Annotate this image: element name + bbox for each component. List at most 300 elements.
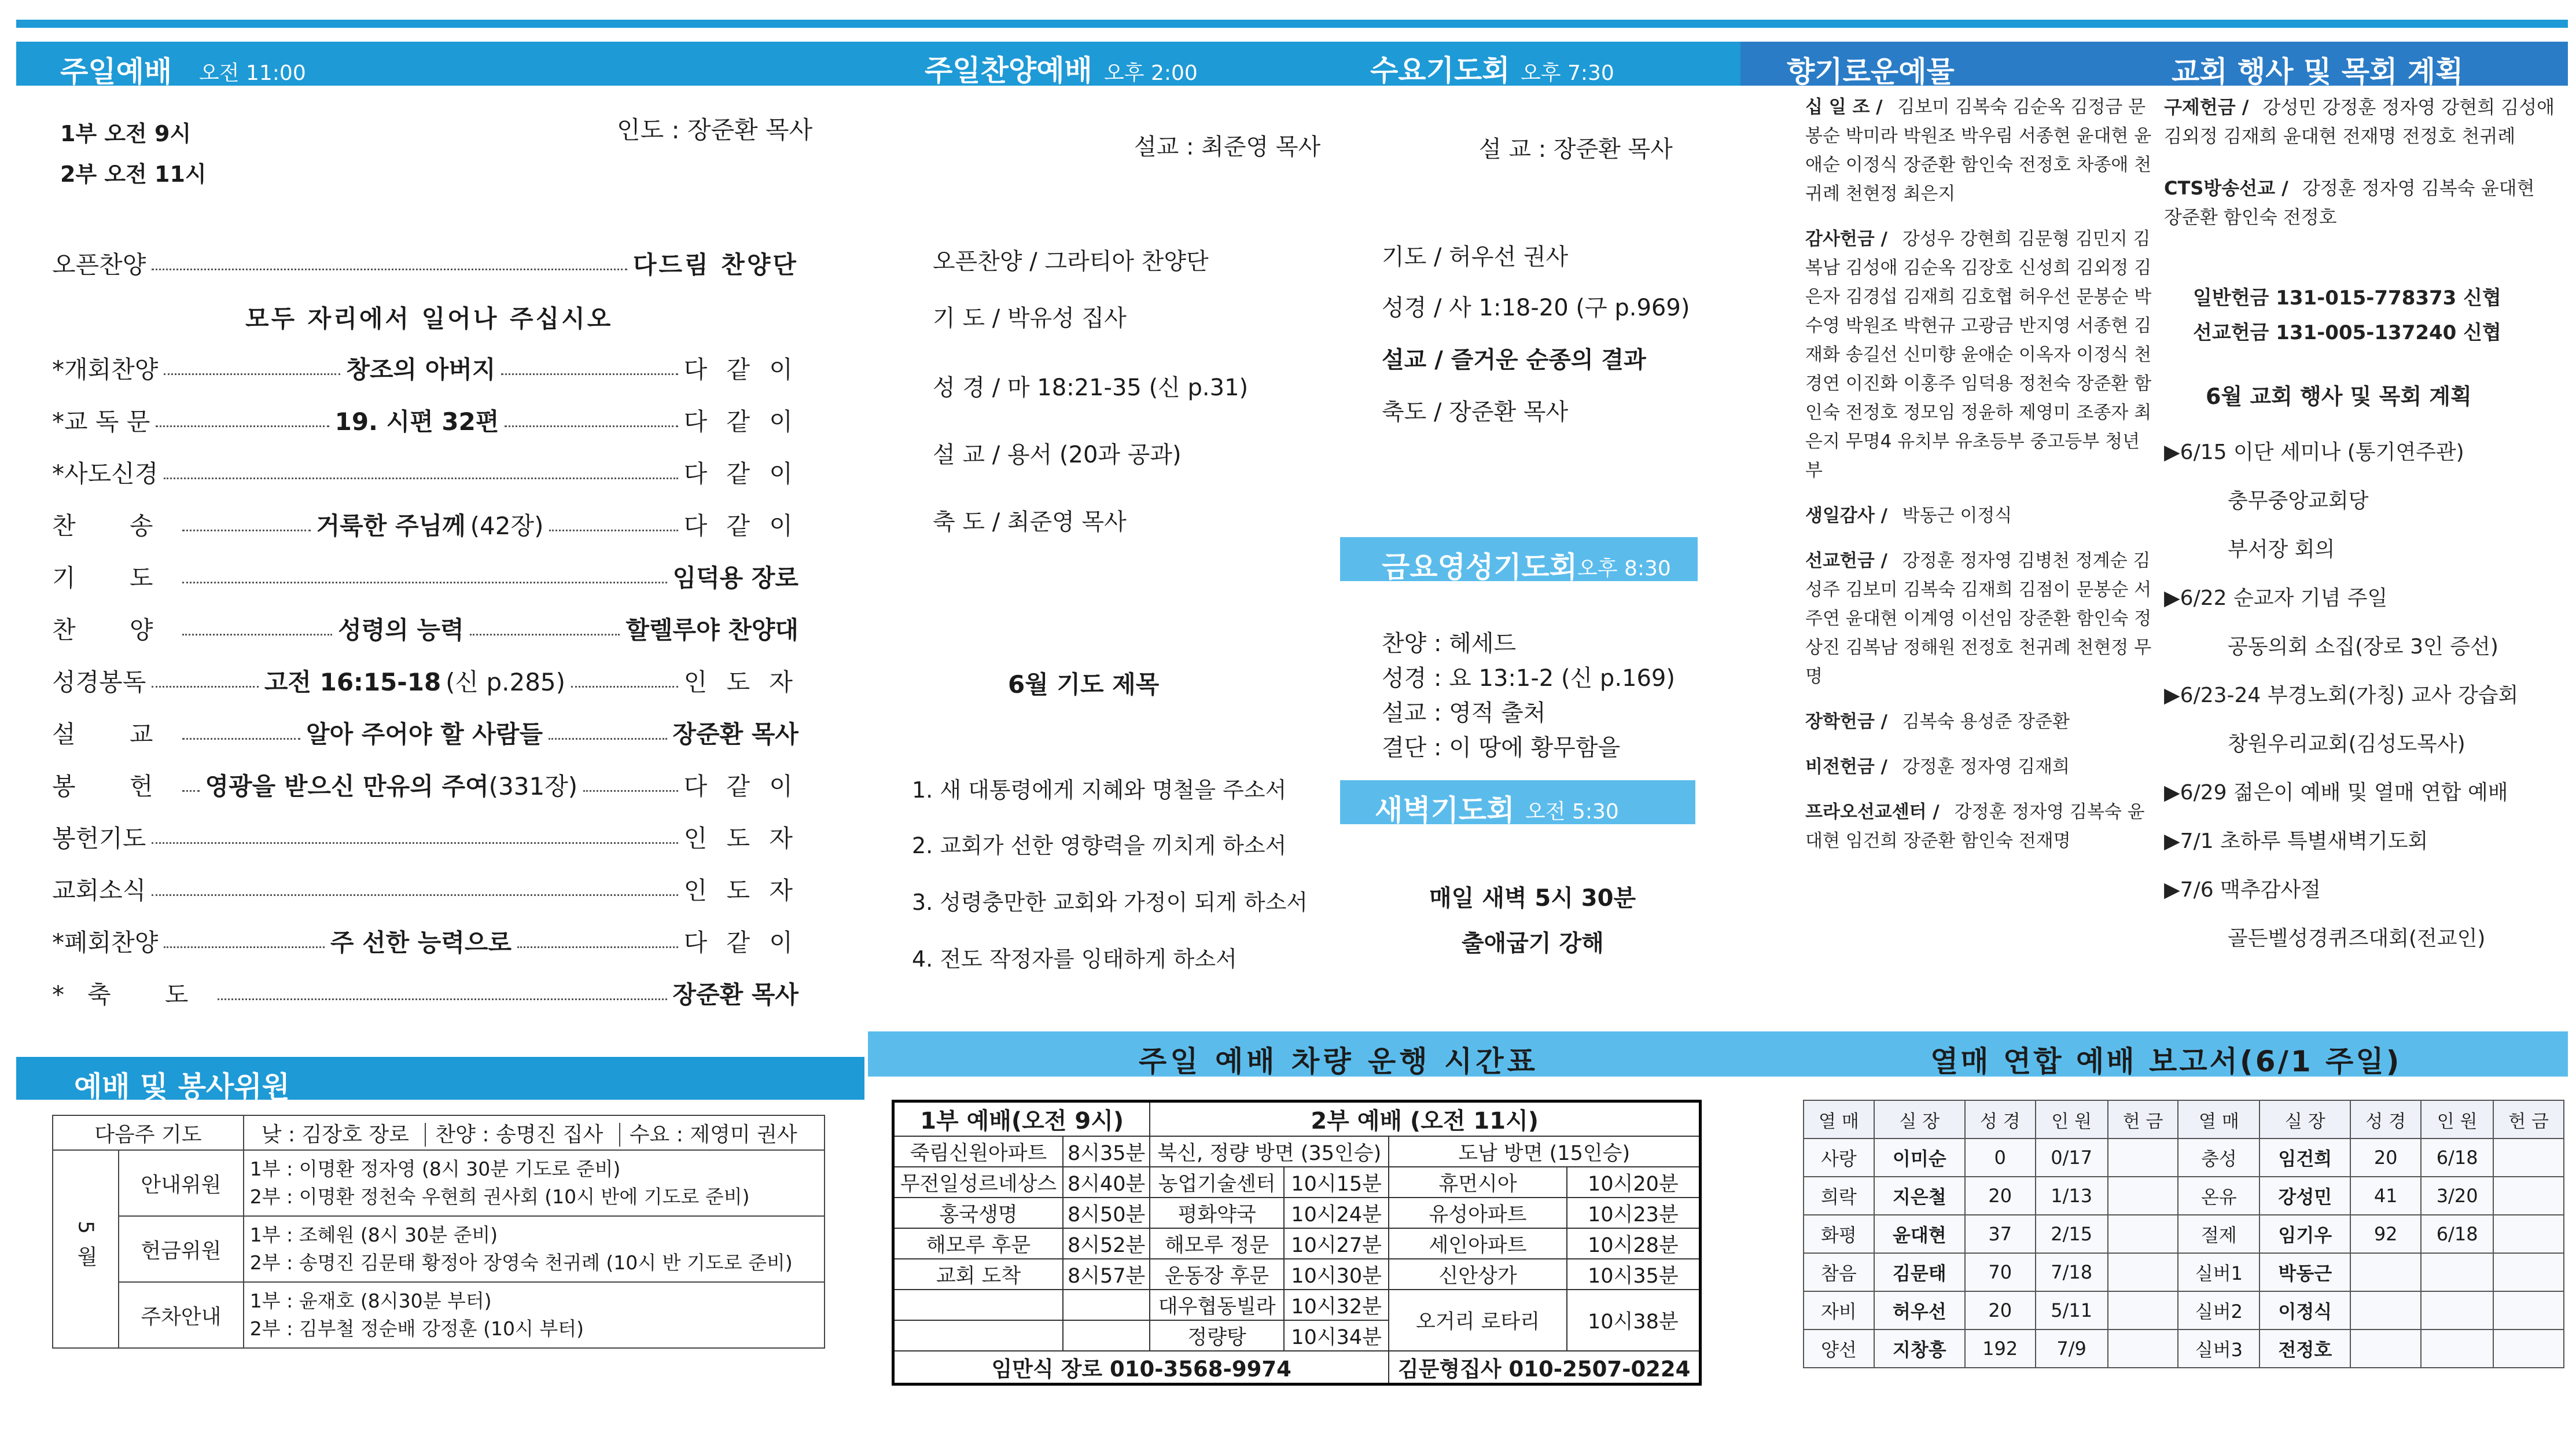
- report-row: [1804, 1291, 2564, 1330]
- order-label: *폐회찬양: [52, 928, 159, 957]
- order-row-12: [52, 924, 798, 958]
- detail-line: 1부 : 윤재호 (8시30분 부터): [249, 1290, 492, 1312]
- report-table: [1803, 1100, 2564, 1368]
- praise-item-1: 기 도 / 박유성 집사: [933, 305, 1127, 332]
- dot-leader: [152, 894, 678, 896]
- bus-stop: 대우협동빌라: [1150, 1290, 1284, 1320]
- fragrance-names: 박동근 이정식: [1902, 505, 2012, 526]
- dot-leader: [505, 425, 678, 427]
- report-cell: 허우선: [1874, 1291, 1965, 1330]
- bus-time: [1063, 1320, 1150, 1351]
- fragrance-category: 비전헌금 /: [1805, 756, 1887, 777]
- report-cell: [2493, 1138, 2564, 1177]
- relief-offering: [2164, 93, 2557, 150]
- role-label: 헌금위원: [119, 1216, 244, 1282]
- order-right: 인 도 자: [683, 668, 798, 696]
- report-header-bar: [1732, 1031, 2568, 1077]
- order-right: 장준환 목사: [672, 980, 798, 1009]
- order-right: 인 도 자: [683, 824, 798, 853]
- dawn-prayer-time: 오전 5:30: [1525, 800, 1619, 824]
- servers-header-bar: [16, 1057, 864, 1104]
- bus-time: 8시35분: [1063, 1136, 1150, 1167]
- report-cell: 2/15: [2036, 1215, 2108, 1253]
- order-mid: 19. 시편 32편: [334, 407, 499, 436]
- bus-row: [893, 1290, 1701, 1320]
- plan-item: ▶6/29 젊은이 예배 및 열매 연합 예배: [2164, 781, 2508, 805]
- dot-leader: [182, 738, 301, 740]
- bus-contact-row: [893, 1351, 1701, 1384]
- report-cell: 지은철: [1874, 1177, 1965, 1215]
- fragrance-category: 프라오선교센터 /: [1805, 802, 1940, 822]
- fragrance-names: 강정훈 정자영 김복숙 윤대현 임건희 장준환 함인숙 전재명: [1805, 802, 2145, 851]
- servers-title: 예배 및 봉사위원: [74, 1070, 290, 1104]
- order-right: 다 같 이: [683, 772, 798, 800]
- order-row-7: [52, 663, 798, 698]
- prayer-title: 6월 기도 제목: [1008, 670, 1160, 699]
- order-right: 다드림 찬양단: [632, 251, 798, 279]
- report-cell: 6/18: [2421, 1215, 2493, 1253]
- report-cell: [2421, 1291, 2493, 1330]
- report-cell: [2350, 1330, 2421, 1368]
- report-cell: 참음: [1804, 1253, 1874, 1291]
- plan-item: ▶6/15 이단 세미나 (통기연주관): [2164, 440, 2464, 464]
- role-detail: [244, 1282, 825, 1348]
- fragrance-category: 감사헌금 /: [1805, 229, 1887, 249]
- bus-row: [893, 1167, 1701, 1198]
- role-detail: [244, 1216, 825, 1282]
- report-cell: 온유: [2178, 1177, 2259, 1215]
- next-week-row: [53, 1115, 825, 1150]
- bus-time: 8시52분: [1063, 1228, 1150, 1259]
- sunday-worship-title: 주일예배: [60, 55, 172, 89]
- server-row: [53, 1216, 825, 1282]
- fragrance-names: 강정훈 정자영 김병천 정계순 김성주 김보미 김복숙 김재희 김점이 문봉순 서주연 윤대현 이계영 이선임 장준환 함인숙 정상진 김복남 정해원 전정호 천귀례 천현정 무명: [1805, 550, 2152, 687]
- praise-sermon: 설교 : 최준영 목사: [1134, 134, 1321, 160]
- account-mission: 선교헌금 131-005-137240 신협: [2193, 321, 2501, 344]
- account-general: 일반헌금 131-015-778373 신협: [2193, 287, 2501, 310]
- wednesday-prayer-time: 오후 7:30: [1521, 61, 1614, 85]
- dawn-header-bar: [1340, 780, 1695, 827]
- report-cell: 37: [1965, 1215, 2036, 1253]
- order-mid: 주 선한 능력으로: [330, 928, 512, 957]
- report-cell: [2421, 1330, 2493, 1368]
- dot-leader: [549, 738, 667, 740]
- report-cell: 사랑: [1804, 1138, 1874, 1177]
- report-col-head: 실 장: [1874, 1100, 1965, 1138]
- report-cell: 전정호: [2259, 1330, 2350, 1368]
- order-mid: 거룩한 주님께: [316, 512, 466, 540]
- bus-row: [893, 1259, 1701, 1290]
- order-label: 교회소식: [52, 876, 146, 905]
- report-cell: 70: [1965, 1253, 2036, 1291]
- plan-item: 부서장 회의: [2228, 538, 2335, 561]
- report-cell: 충성: [2178, 1138, 2259, 1177]
- friday-item-0: 찬양 : 헤세드: [1382, 630, 1517, 657]
- report-col-head: 실 장: [2259, 1100, 2350, 1138]
- bus-stop: 세인아파트: [1389, 1228, 1566, 1259]
- bus-route-head: 도남 방면 (15인승): [1389, 1136, 1700, 1167]
- dot-leader: [152, 842, 678, 844]
- dawn-prayer-title: 새벽기도회: [1375, 794, 1515, 827]
- order-mid-extra: (신 p.285): [446, 668, 566, 696]
- bus-stop: 유성아파트: [1389, 1198, 1566, 1228]
- report-cell: 20: [1965, 1177, 2036, 1215]
- report-cell: 92: [2350, 1215, 2421, 1253]
- plan-item: 공동의회 소집(장로 3인 증선): [2228, 635, 2498, 659]
- plan-title: 6월 교회 행사 및 목회 계획: [2206, 384, 2472, 409]
- dawn-line2: 출애굽기 강해: [1462, 930, 1604, 957]
- report-cell: 3/20: [2421, 1177, 2493, 1215]
- bus-stop: 무전일성르네상스: [893, 1167, 1063, 1198]
- bus-contact: 김문형집사 010-2507-0224: [1389, 1351, 1700, 1384]
- report-col-head: 인 원: [2036, 1100, 2108, 1138]
- dot-leader: [156, 425, 329, 427]
- relief-category: 구제헌금 /: [2164, 96, 2249, 118]
- report-cell: [2493, 1291, 2564, 1330]
- bus-stop: 휴먼시아: [1389, 1167, 1566, 1198]
- standing-note: 모두 자리에서 일어나 주십시오: [245, 304, 613, 333]
- report-cell: 희락: [1804, 1177, 1874, 1215]
- bus-service1-head: 1부 예배(오전 9시): [893, 1101, 1150, 1137]
- order-right: 다 같 이: [683, 355, 798, 384]
- report-row: [1804, 1215, 2564, 1253]
- report-row: [1804, 1330, 2564, 1368]
- fragrance-names: 강성우 강현희 김문형 김민지 김복남 김성애 김순옥 김장호 신성희 김외정 김은자 김경섭 김재희 김호협 허우선 문봉순 박수영 박원조 박현규 고광금 반지영 서종현 김재화 송길선 신미향 윤애순 이옥자 이정식 천경연 이진화 이홍주 임덕용 정천숙 장준환 함인숙 전정호 정모임 정윤하 제영미 조종자 최은지 무명4 유치부 유초등부 중고등부 청년부: [1805, 229, 2152, 481]
- worship-leader: 인도 : 장준환 목사: [617, 116, 813, 144]
- wednesday-item-3: 축도 / 장준환 목사: [1382, 399, 1569, 425]
- bus-time: 8시40분: [1063, 1167, 1150, 1198]
- bus-stop: 신안상가: [1389, 1259, 1566, 1290]
- plan-item: ▶7/6 맥추감사절: [2164, 878, 2321, 902]
- service2-time: 2부 오전 11시: [60, 161, 207, 187]
- report-row: [1804, 1253, 2564, 1291]
- order-label: *축 도: [52, 980, 212, 1009]
- detail-line: 1부 : 이명환 정자영 (8시 30분 기도로 준비): [249, 1158, 621, 1180]
- cts-names: 강정훈 정자영 김복숙 윤대현 장준환 함인숙 전정호: [2164, 177, 2535, 228]
- bus-stop: 평화약국: [1150, 1198, 1284, 1228]
- plan-item: 골든벨성경퀴즈대회(전교인): [2228, 927, 2486, 950]
- report-cell: 윤대현: [1874, 1215, 1965, 1253]
- order-right: 다 같 이: [683, 460, 798, 488]
- fragrance-title: 향기로운예물: [1787, 55, 1955, 89]
- bus-contact: 임만식 장로 010-3568-9974: [893, 1351, 1389, 1384]
- detail-line: 2부 : 김부철 정순배 강정훈 (10시 부터): [249, 1317, 584, 1340]
- fragrance-names: 강정훈 정자영 김재희: [1902, 756, 2070, 777]
- report-cell: [2421, 1253, 2493, 1291]
- order-label: 기 도: [52, 564, 176, 592]
- order-label: *교 독 문: [52, 407, 150, 436]
- prayer-item-3: 4. 전도 작정자를 잉태하게 하소서: [912, 946, 1237, 972]
- bus-time: 10시32분: [1284, 1290, 1389, 1320]
- bus-time: [1063, 1290, 1150, 1320]
- dot-leader: [164, 946, 325, 948]
- bus-stop: [893, 1320, 1063, 1351]
- dot-leader: [501, 373, 678, 375]
- dot-leader: [517, 946, 678, 948]
- report-cell: 이정식: [2259, 1291, 2350, 1330]
- bus-header-row: [893, 1101, 1701, 1137]
- order-row-1: [52, 351, 798, 385]
- bus-time: 10시34분: [1284, 1320, 1389, 1351]
- order-mid: 성령의 능력: [338, 616, 464, 644]
- report-cell: 7/9: [2036, 1330, 2108, 1368]
- bus-time: 8시57분: [1063, 1259, 1150, 1290]
- report-col-head: 성 경: [1965, 1100, 2036, 1138]
- report-cell: 박동근: [2259, 1253, 2350, 1291]
- detail-line: 2부 : 이명환 정천숙 우현희 권사회 (10시 반에 기도로 준비): [249, 1185, 750, 1208]
- report-cell: [2108, 1253, 2178, 1291]
- servers-table: [52, 1115, 825, 1349]
- order-label: 오픈찬양: [52, 251, 146, 279]
- next-week-label: 다음주 기도: [53, 1115, 244, 1150]
- bus-stop: 운동장 후문: [1150, 1259, 1284, 1290]
- church-events: [2164, 93, 2557, 963]
- order-row-8: [52, 715, 798, 750]
- fragrance-category: 선교헌금 /: [1805, 550, 1887, 571]
- fragrance-group: [1805, 501, 2152, 530]
- praise-item-3: 설 교 / 용서 (20과 공과): [933, 442, 1182, 468]
- order-right: 다 같 이: [683, 512, 798, 540]
- cts-category: CTS방송선교 /: [2164, 177, 2288, 199]
- praise-item-4: 축 도 / 최준영 목사: [933, 509, 1127, 535]
- bus-stop: [893, 1290, 1063, 1320]
- report-cell: 192: [1965, 1330, 2036, 1368]
- dawn-line1: 매일 새벽 5시 30분: [1429, 885, 1636, 912]
- sunday-praise-title: 주일찬양예배: [925, 54, 1092, 87]
- order-mid-extra: (42장): [470, 512, 544, 540]
- order-right: 다 같 이: [683, 407, 798, 436]
- dot-leader: [164, 373, 340, 375]
- cts-offering: [2164, 174, 2557, 232]
- server-row: [53, 1150, 825, 1216]
- order-row-11: [52, 872, 798, 906]
- friday-item-2: 설교 : 영적 출처: [1382, 700, 1546, 726]
- wednesday-prayer-title: 수요기도회: [1370, 54, 1510, 87]
- order-row-2: [52, 403, 798, 438]
- prayer-item-1: 2. 교회가 선한 영향력을 끼치게 하소서: [912, 833, 1287, 858]
- report-cell: 지창흥: [1874, 1330, 1965, 1368]
- dot-leader: [218, 998, 667, 1000]
- order-right: 인 도 자: [683, 876, 798, 905]
- bus-stop: 교회 도착: [893, 1259, 1063, 1290]
- dot-leader: [470, 634, 620, 636]
- report-cell: [2108, 1330, 2178, 1368]
- detail-line: 2부 : 송명진 김문태 황정아 장영숙 천귀례 (10시 반 기도로 준비): [249, 1251, 793, 1274]
- report-col-head: 성 경: [2350, 1100, 2421, 1138]
- fragrance-category: 생일감사 /: [1805, 505, 1887, 526]
- praise-item-2: 성 경 / 마 18:21-35 (신 p.31): [933, 374, 1249, 401]
- report-cell: 화평: [1804, 1215, 1874, 1253]
- bus-time: 10시27분: [1284, 1228, 1389, 1259]
- dot-leader: [182, 582, 667, 583]
- report-cell: 0/17: [2036, 1138, 2108, 1177]
- dot-leader: [549, 530, 678, 531]
- fragrance-group: [1805, 752, 2152, 781]
- next-week-cells: [244, 1115, 825, 1150]
- wed-prayer: 수요 : 제영미 권사: [629, 1122, 797, 1147]
- order-label: *사도신경: [52, 460, 159, 488]
- detail-line: 1부 : 조혜원 (8시 30분 준비): [249, 1224, 498, 1246]
- role-label: 안내위원: [119, 1150, 244, 1216]
- bus-time: 10시35분: [1567, 1259, 1701, 1290]
- prayer-item-2: 3. 성령충만한 교회와 가정이 되게 하소서: [912, 890, 1308, 915]
- report-cell: 실버3: [2178, 1330, 2259, 1368]
- fragrance-group: [1805, 707, 2152, 736]
- dot-leader: [164, 478, 678, 479]
- order-mid: 창조의 아버지: [346, 355, 496, 384]
- bus-stop: 죽림신원아파트: [893, 1136, 1063, 1167]
- report-cell: 6/18: [2421, 1138, 2493, 1177]
- report-cell: 김문태: [1874, 1253, 1965, 1291]
- report-cell: 7/18: [2036, 1253, 2108, 1291]
- order-mid: 고전 16:15-18: [264, 668, 441, 696]
- order-row-9: [52, 767, 798, 802]
- bus-table: [892, 1100, 1702, 1386]
- bus-time: 8시50분: [1063, 1198, 1150, 1228]
- bus-route-head: 북신, 정량 방면 (35인승): [1150, 1136, 1389, 1167]
- bus-time: 10시24분: [1284, 1198, 1389, 1228]
- dot-leader: [152, 686, 259, 688]
- report-cell: [2350, 1291, 2421, 1330]
- fragrance-group: [1805, 225, 2152, 485]
- report-cell: 강성민: [2259, 1177, 2350, 1215]
- order-right: 장준환 목사: [672, 720, 798, 748]
- plan-item: ▶7/1 초하루 특별새벽기도회: [2164, 829, 2428, 853]
- order-mid: 알아 주어야 할 사람들: [306, 720, 543, 748]
- report-cell: 5/11: [2036, 1291, 2108, 1330]
- friday-prayer-time: 오후 8:30: [1577, 557, 1671, 581]
- report-cell: 0: [1965, 1138, 2036, 1177]
- bus-time: 10시20분: [1567, 1167, 1701, 1198]
- fragrance-header-bar: [1740, 42, 2568, 89]
- order-row-5: [52, 559, 798, 594]
- dot-leader: [182, 530, 311, 531]
- fragrance-group: [1805, 798, 2152, 855]
- bus-title: 주일 예배 차량 운행 시간표: [1139, 1045, 1539, 1078]
- fragrance-list: [1805, 93, 2152, 855]
- wednesday-item-2: 설교 / 즐거운 순종의 결과: [1382, 347, 1646, 373]
- bus-time: 10시15분: [1284, 1167, 1389, 1198]
- bus-header-bar: [868, 1031, 1732, 1077]
- order-label: 찬 양: [52, 616, 176, 644]
- bus-time: 10시38분: [1567, 1290, 1701, 1351]
- report-cell: [2493, 1215, 2564, 1253]
- bus-stop: 오거리 로타리: [1389, 1290, 1566, 1351]
- day-prayer: 낮 : 김장호 장로: [261, 1122, 409, 1147]
- order-row-13: [52, 976, 798, 1011]
- report-cell: 임기우: [2259, 1215, 2350, 1253]
- order-label: *개회찬양: [52, 355, 159, 384]
- bus-stop: 해모루 정문: [1150, 1228, 1284, 1259]
- dot-leader: [182, 790, 200, 792]
- prayer-item-0: 1. 새 대통령에게 지혜와 명철을 주소서: [912, 777, 1287, 803]
- wednesday-item-1: 성경 / 사 1:18-20 (구 p.969): [1382, 295, 1690, 321]
- friday-item-1: 성경 : 요 13:1-2 (신 p.169): [1382, 665, 1675, 692]
- order-right: 할렐루야 찬양대: [625, 616, 798, 644]
- role-label: 주차안내: [119, 1282, 244, 1348]
- bus-stop: 정량탕: [1150, 1320, 1284, 1351]
- report-cell: [2350, 1253, 2421, 1291]
- order-label: 성경봉독: [52, 668, 146, 696]
- fragrance-category: 십 일 조 /: [1805, 97, 1883, 117]
- report-cell: 이미순: [1874, 1138, 1965, 1177]
- report-col-head: 인 원: [2421, 1100, 2493, 1138]
- sunday-praise-time: 오후 2:00: [1104, 61, 1198, 85]
- report-cell: [2493, 1253, 2564, 1291]
- plan-item: ▶6/22 순교자 기념 주일: [2164, 586, 2388, 610]
- order-label: 봉 헌: [52, 772, 176, 800]
- wednesday-item-0: 기도 / 허우선 권사: [1382, 244, 1569, 270]
- plan-item: 창원우리교회(김성도목사): [2228, 732, 2465, 756]
- worship-header-bar: [16, 42, 1740, 89]
- report-cell: 1/13: [2036, 1177, 2108, 1215]
- order-row-6: [52, 611, 798, 646]
- order-mid-extra: (331장): [488, 772, 578, 800]
- order-right: 임덕용 장로: [672, 564, 798, 592]
- bus-time: 10시23분: [1567, 1198, 1701, 1228]
- report-col-head: 헌 금: [2493, 1100, 2564, 1138]
- report-cell: [2108, 1138, 2178, 1177]
- report-cell: [2108, 1215, 2178, 1253]
- report-header-row: [1804, 1100, 2564, 1138]
- bus-stop: 해모루 후문: [893, 1228, 1063, 1259]
- order-row-3: [52, 455, 798, 490]
- report-row: [1804, 1177, 2564, 1215]
- order-row-0: [52, 246, 798, 281]
- report-cell: [2493, 1177, 2564, 1215]
- wednesday-sermon: 설 교 : 장준환 목사: [1479, 136, 1673, 163]
- report-cell: 20: [2350, 1138, 2421, 1177]
- order-row-4: [52, 507, 798, 542]
- report-col-head: 헌 금: [2108, 1100, 2178, 1138]
- relief-names: 강성민 강정훈 정자영 강현희 김성애 김외정 김재희 윤대현 전재명 전정호 천귀례: [2164, 96, 2555, 147]
- fragrance-group: [1805, 546, 2152, 691]
- order-label: 봉헌기도: [52, 824, 146, 853]
- top-stripe: [16, 20, 2568, 28]
- bus-row: [893, 1228, 1701, 1259]
- report-col-head: 열 매: [1804, 1100, 1874, 1138]
- report-cell: 임건희: [2259, 1138, 2350, 1177]
- fragrance-names: 김복숙 용성준 장준환: [1902, 711, 2070, 732]
- praise-prayer: 찬양 : 송명진 집사: [435, 1122, 603, 1147]
- role-detail: [244, 1150, 825, 1216]
- report-cell: [2108, 1177, 2178, 1215]
- report-cell: [2493, 1330, 2564, 1368]
- report-cell: [2108, 1291, 2178, 1330]
- server-row: [53, 1282, 825, 1348]
- order-right: 다 같 이: [683, 928, 798, 957]
- report-cell: 자비: [1804, 1291, 1874, 1330]
- fragrance-names: 김보미 김복숙 김순옥 김정금 문봉순 박미라 박원조 박우림 서종현 윤대현 윤애순 이정식 장준환 함인숙 전정호 차종애 천귀례 천현정 최은지: [1805, 97, 2152, 204]
- sunday-worship-time: 오전 11:00: [199, 61, 306, 85]
- bus-time: 10시28분: [1567, 1228, 1701, 1259]
- bus-time: 10시30분: [1284, 1259, 1389, 1290]
- church-events-title: 교회 행사 및 목회 계획: [2172, 55, 2464, 89]
- report-cell: 실버2: [2178, 1291, 2259, 1330]
- report-cell: 41: [2350, 1177, 2421, 1215]
- bus-stop: 농업기술센터: [1150, 1167, 1284, 1198]
- praise-item-0: 오픈찬양 / 그라티아 찬양단: [933, 248, 1209, 275]
- friday-header-bar: [1340, 537, 1698, 584]
- dot-leader: [583, 790, 678, 792]
- month-label: 5월: [53, 1150, 119, 1348]
- order-row-10: [52, 820, 798, 854]
- friday-item-3: 결단 : 이 땅에 황무함을: [1382, 734, 1621, 761]
- friday-prayer-title: 금요영성기도회: [1382, 550, 1578, 584]
- report-row: [1804, 1138, 2564, 1177]
- bus-stop: 홍국생명: [893, 1198, 1063, 1228]
- bus-row: [893, 1136, 1701, 1167]
